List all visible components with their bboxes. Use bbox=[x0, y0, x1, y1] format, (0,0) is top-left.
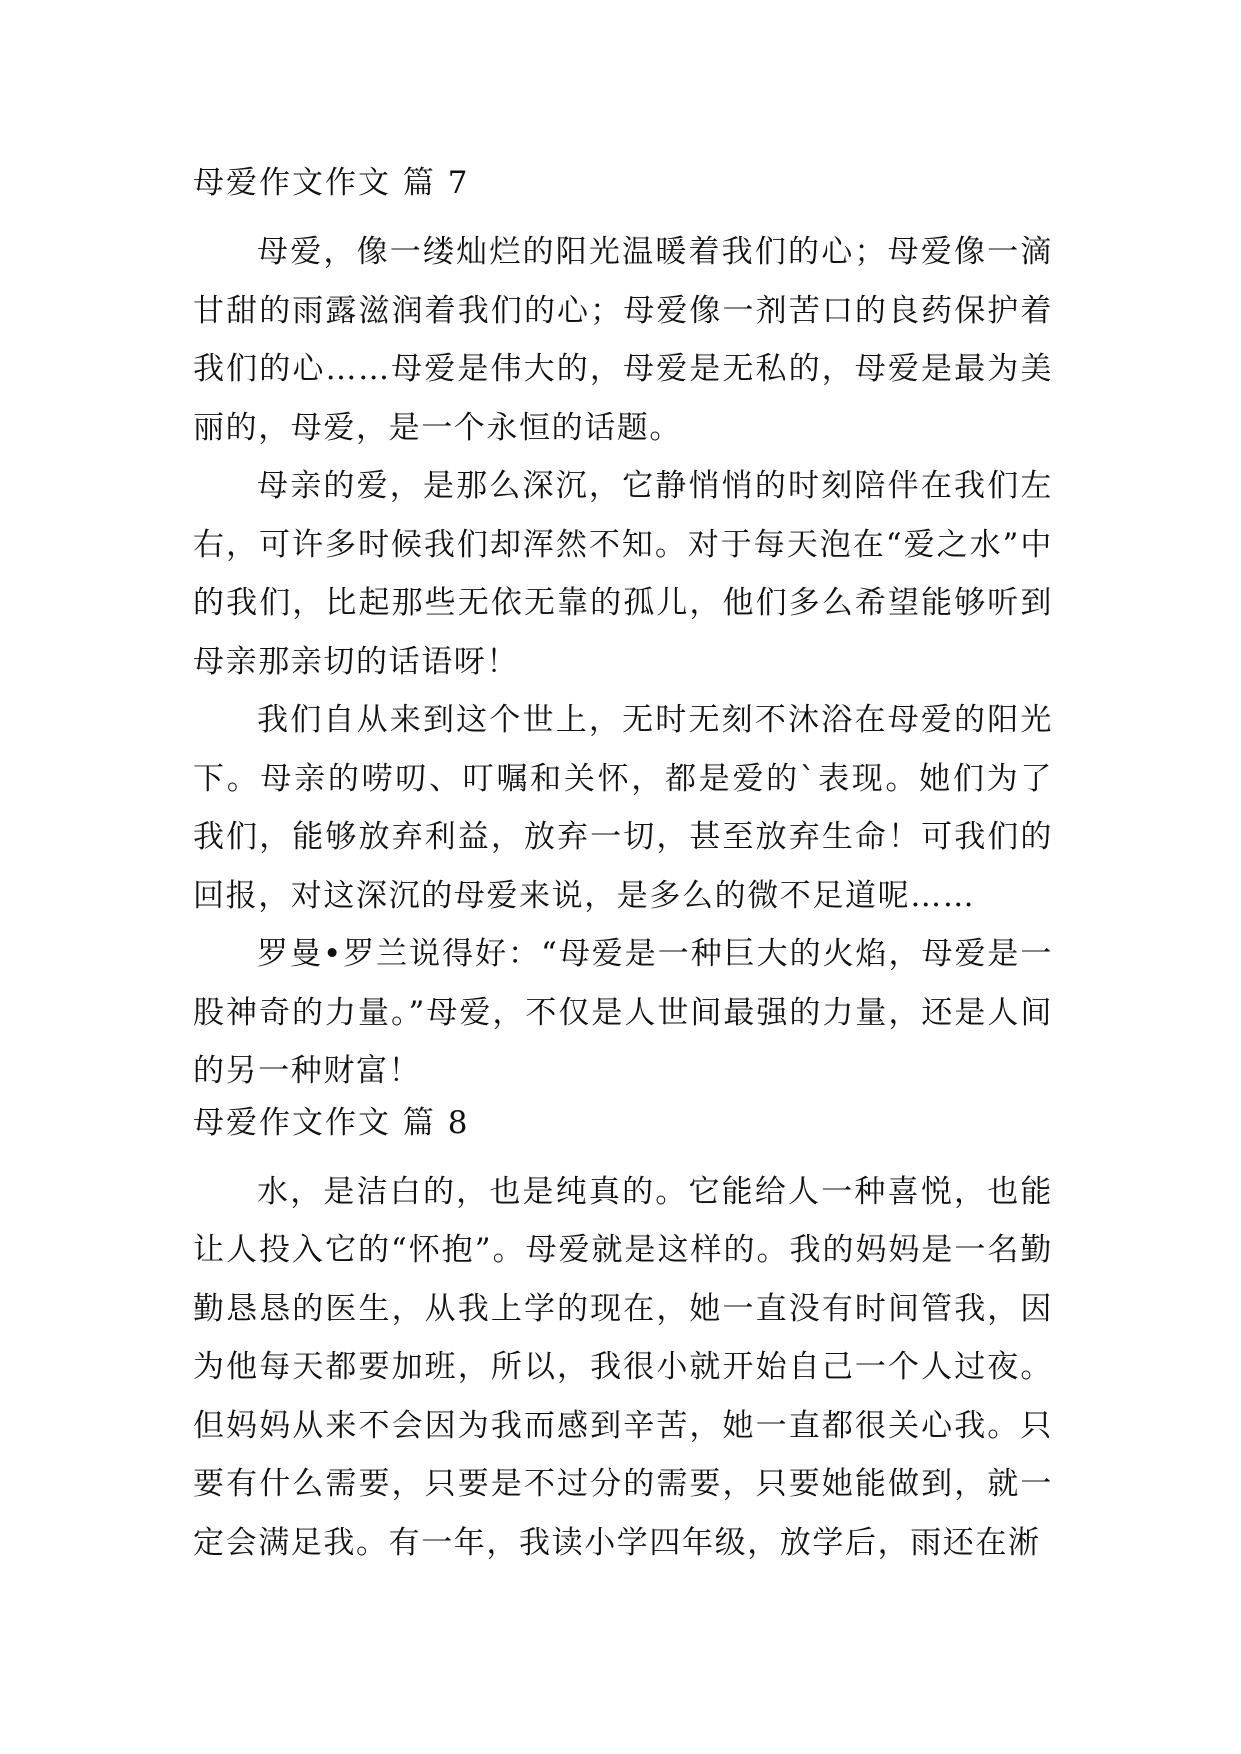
section-8-heading: 母爱作文作文 篇 8 bbox=[193, 1104, 470, 1141]
section-7-paragraph-1: 母爱，像一缕灿烂的阳光温暖着我们的心；母爱像一滴甘甜的雨露滋润着我们的心；母爱像一剂苦口的良药保护着我们的心……母爱是伟大的，母爱是无私的，母爱是最为美丽的，母爱，是一个永恒的话题。 bbox=[193, 234, 1053, 446]
section-7-paragraph-3: 我们自从来到这个世上，无时无刻不沐浴在母爱的阳光下。母亲的唠叨、叮嘱和关怀，都是爱的`表现。她们为了我们，能够放弃利益，放弃一切，甚至放弃生命！可我们的回报，对这深沉的母爱来说，是多么的微不足道呢…… bbox=[193, 702, 1053, 914]
document-body bbox=[193, 163, 1053, 1572]
section-7-paragraph-4: 罗曼•罗兰说得好：“母爱是一种巨大的火焰，母爱是一股神奇的力量。”母爱，不仅是人世间最强的力量，还是人间的另一种财富！ bbox=[193, 936, 1053, 1089]
section-7-heading: 母爱作文作文 篇 7 bbox=[193, 165, 470, 201]
section-8-paragraph-1: 水，是洁白的，也是纯真的。它能给人一种喜悦，也能让人投入它的“怀抱”。母爱就是这样的。我的妈妈是一名勤勤恳恳的医生，从我上学的现在，她一直没有时间管我，因为他每天都要加班，所以，我很小就开始自己一个人过夜。但妈妈从来不会因为我而感到辛苦，她一直都很关心我。只要有什么需要，只要是不过分的需要，只要她能做到，就一定会满足我。有一年，我读小学四年级，放学后，雨还在淅 bbox=[193, 1173, 1053, 1561]
section-7-paragraph-2: 母亲的爱，是那么深沉，它静悄悄的时刻陪伴在我们左右，可许多时候我们却浑然不知。对于每天泡在“爱之水”中的我们，比起那些无依无靠的孤儿，他们多么希望能够听到母亲那亲切的话语呀！ bbox=[193, 468, 1053, 680]
